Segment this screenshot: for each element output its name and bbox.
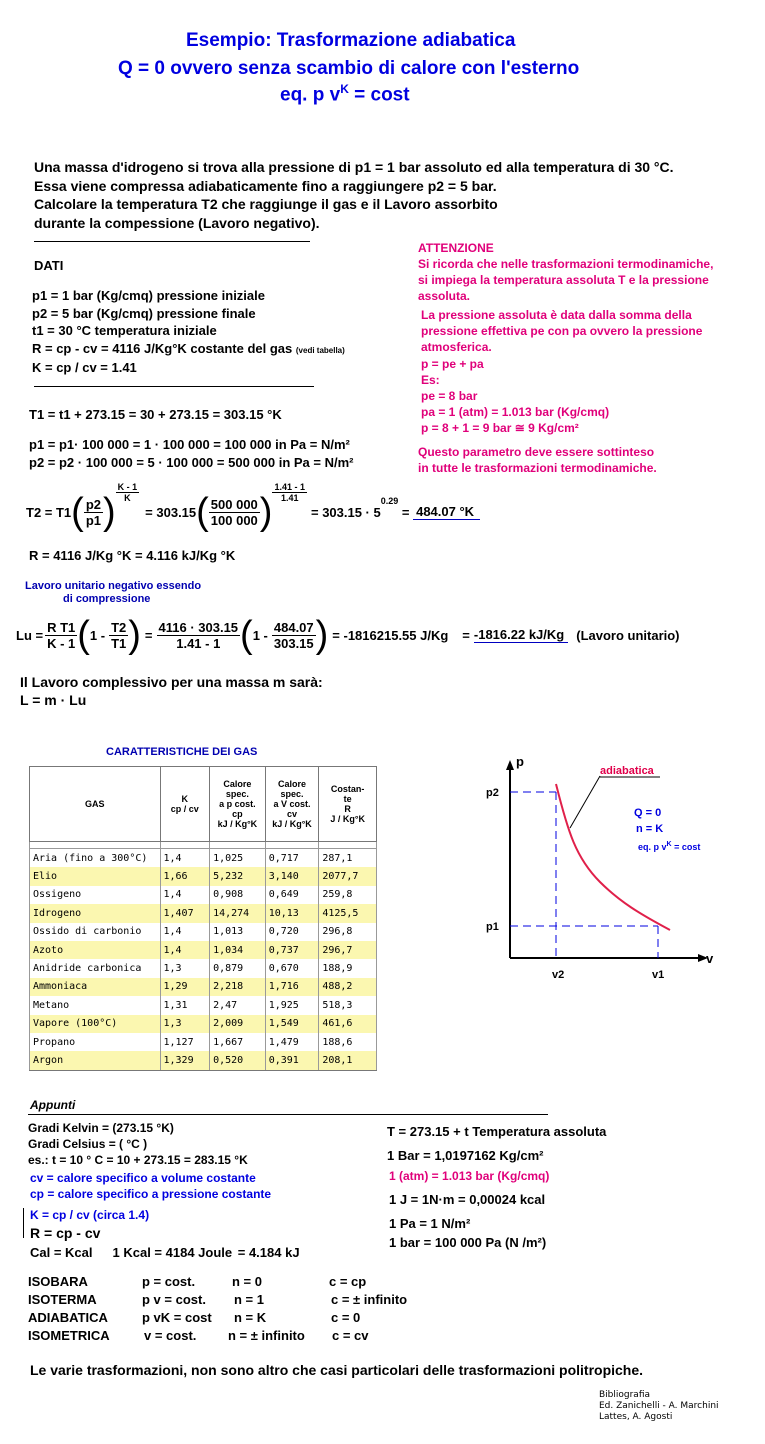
table-row — [30, 923, 377, 941]
process-name: ADIABATICA — [28, 1310, 108, 1325]
conclusion: Le varie trasformazioni, non sono altro che casi particolari delle trasformazioni politropiche. — [30, 1362, 644, 1378]
gas-name-cell: Vapore (100°C) — [30, 1015, 161, 1033]
gas-name-cell: Ossido di carbonio — [30, 923, 161, 941]
r-def: R = cp - cv — [30, 1225, 101, 1241]
col-header-gas — [30, 767, 161, 842]
paren-close: ) — [128, 614, 141, 656]
process-row — [28, 1273, 407, 1291]
fraction-pressures — [209, 497, 260, 528]
formula-t2 — [26, 482, 480, 542]
exponent-value — [272, 482, 307, 503]
header-label: Calore spec. a p cost. cp kJ / Kg°K — [217, 779, 258, 829]
attention-line: si impiega la temperatura assoluta T e la pressione — [418, 273, 709, 287]
table-title: CARATTERISTICHE DEI GAS — [106, 746, 258, 758]
frac-num: R T1 — [47, 619, 76, 635]
gas-value-cell: 2077,7 — [319, 867, 377, 885]
attention-line: Si ricorda che nelle trasformazioni termodinamiche, — [418, 257, 714, 271]
process-n: n = ± infinito — [228, 1328, 305, 1343]
problem-line: Una massa d'idrogeno si trova alla pressione di p1 = 1 bar assoluto ed alla temperatura di 30 °C. — [34, 159, 674, 175]
gas-value-cell: 1,479 — [265, 1033, 319, 1051]
gas-value-cell: 1,3 — [160, 959, 210, 977]
t2-eq2: = 303.15 · 5 — [310, 504, 381, 520]
bib-line: Ed. Zanichelli - A. Marchini — [599, 1401, 719, 1411]
frac-den: 100 000 — [210, 512, 258, 528]
gas-value-cell: 1,407 — [160, 904, 210, 922]
gas-value-cell: 461,6 — [319, 1015, 377, 1033]
header-label: GAS — [84, 799, 105, 809]
paren-close: ) — [315, 614, 329, 656]
pa-line: La pressione assoluta è data dalla somma della — [421, 308, 692, 322]
gas-value-cell: 0,720 — [265, 923, 319, 941]
pa-line: atmosferica. — [421, 340, 492, 355]
gas-value-cell: 188,6 — [319, 1033, 377, 1051]
calc-p1: p1 = p1· 100 000 = 1 · 100 000 = 100 000 in Pa = N/m² — [29, 437, 350, 452]
k-def: K = cp / cv (circa 1.4) — [30, 1208, 150, 1222]
cal-mid: 1 Kcal = 4184 Joule — [112, 1245, 233, 1260]
table-row — [30, 1015, 377, 1033]
gas-value-cell: 1,4 — [160, 941, 210, 959]
lu-eq2: = -1816215.55 J/Kg — [332, 627, 449, 643]
process-name: ISOTERMA — [28, 1292, 97, 1307]
attention-box — [418, 240, 713, 304]
frac-num: T2 — [111, 619, 127, 635]
dati-line: p2 = 5 bar (Kg/cmq) pressione finale — [32, 305, 256, 321]
gas-value-cell: 0,737 — [265, 941, 319, 959]
gas-value-cell: 1,013 — [210, 923, 266, 941]
table-row — [30, 996, 377, 1014]
attention-line: assoluta. — [418, 289, 471, 303]
col-header-r — [319, 767, 377, 842]
dati-note: (vedi tabella) — [295, 345, 345, 355]
gas-value-cell: 14,274 — [210, 904, 266, 922]
exp-num: K - 1 — [117, 482, 138, 492]
appunti-c — [30, 1170, 271, 1202]
joule-def: 1 J = 1N·m = 0,00024 kcal — [389, 1192, 546, 1207]
attention-heading: ATTENZIONE — [418, 241, 494, 255]
v2-label: v2 — [552, 969, 565, 981]
lavoro-total — [20, 673, 323, 709]
bracket — [23, 1208, 24, 1238]
gas-name-cell: Propano — [30, 1033, 161, 1051]
gas-value-cell: 1,31 — [160, 996, 210, 1014]
gas-value-cell: 1,925 — [265, 996, 319, 1014]
pa-line: p = pe + pa — [421, 356, 484, 371]
bar-pa-def: 1 bar = 100 000 Pa (N /m²) — [389, 1235, 547, 1250]
cal-line — [30, 1245, 300, 1260]
exp-num: 1.41 - 1 — [274, 482, 305, 492]
frac-num: 4116 · 303.15 — [158, 619, 239, 635]
eq-suffix: = cost — [348, 84, 410, 106]
process-n: n = 0 — [232, 1274, 262, 1289]
gas-value-cell: 1,4 — [160, 849, 210, 868]
gas-value-cell: 1,66 — [160, 867, 210, 885]
divider — [34, 241, 310, 242]
exp-den: 1.41 — [280, 493, 299, 503]
table-row — [30, 1051, 377, 1070]
fraction-values — [157, 620, 241, 651]
paren-close: ) — [103, 491, 116, 533]
header-label: Costan- te R J / Kg°K — [330, 784, 365, 824]
bibliography — [599, 1390, 719, 1423]
bib-line: Bibliografia — [599, 1390, 651, 1400]
pa-line: pe = 8 bar — [421, 389, 478, 404]
p-axis-label: p — [516, 754, 524, 769]
frac-num: 484.07 — [273, 619, 314, 635]
v-axis-label: v — [706, 951, 714, 966]
formula-lu — [16, 607, 680, 663]
process-row — [28, 1309, 407, 1327]
legend-eq-prefix: eq. p v — [638, 842, 667, 852]
dati-r: R = cp - cv = 4116 J/Kg°K costante del gas — [32, 340, 293, 356]
gas-value-cell: 0,391 — [265, 1051, 319, 1070]
exp-den: K — [124, 493, 131, 503]
gas-value-cell: 0,520 — [210, 1051, 266, 1070]
p2-label: p2 — [486, 787, 499, 799]
process-c: c = cp — [329, 1274, 367, 1289]
v1-label: v1 — [652, 969, 665, 981]
process-row — [28, 1291, 407, 1309]
lu-eq3: = — [462, 627, 470, 643]
process-c: c = ± infinito — [331, 1292, 408, 1307]
gas-value-cell: 5,232 — [210, 867, 266, 885]
appunti-line: Gradi Kelvin = (273.15 °K) — [28, 1121, 174, 1135]
gas-name-cell: Ammoniaca — [30, 978, 161, 996]
lu-one2: 1 - — [252, 627, 268, 643]
process-n: n = K — [234, 1310, 267, 1325]
pa-line: Es: — [421, 372, 440, 387]
eq-prefix: eq. p v — [280, 84, 341, 106]
lavoro-note-line: Lavoro unitario negativo essendo — [25, 580, 202, 592]
dati-heading: DATI — [34, 258, 64, 273]
atm-def: 1 (atm) = 1.013 bar (Kg/cmq) — [389, 1169, 550, 1183]
adiabatic-curve — [556, 784, 670, 930]
table-row — [30, 959, 377, 977]
divider — [28, 1114, 548, 1115]
paren-open: ( — [196, 491, 209, 533]
gas-name-cell: Ossigeno — [30, 886, 161, 904]
table-row — [30, 867, 377, 885]
gas-value-cell: 1,4 — [160, 923, 210, 941]
dati-line: p1 = 1 bar (Kg/cmq) pressione iniziale — [32, 288, 265, 303]
bib-line: Lattes, A. Agosti — [599, 1412, 673, 1422]
exponent-k — [116, 482, 140, 503]
page-subtitle: Q = 0 ovvero senza scambio di calore con l'esterno — [118, 58, 580, 79]
gas-value-cell: 4125,5 — [319, 904, 377, 922]
cal-end: = 4.184 kJ — [237, 1245, 300, 1260]
frac-num: p2 — [85, 496, 101, 512]
pa-line: pa = 1 (atm) = 1.013 bar (Kg/cmq) — [421, 405, 610, 420]
paren-open: ( — [71, 491, 84, 533]
legend-eq — [638, 841, 700, 852]
curve-label: adiabatica — [600, 765, 654, 777]
lu-one: 1 - — [89, 627, 106, 643]
cal-prefix: Cal = Kcal — [30, 1245, 93, 1260]
t2-eq3: = — [398, 504, 414, 520]
process-law: p vK = cost — [142, 1310, 212, 1325]
gas-value-cell: 2,47 — [210, 996, 266, 1014]
bar-def: 1 Bar = 1,0197162 Kg/cm² — [387, 1148, 544, 1163]
gas-value-cell: 1,329 — [160, 1051, 210, 1070]
gas-value-cell: 208,1 — [319, 1051, 377, 1070]
process-c: c = cv — [332, 1328, 369, 1343]
table-row — [30, 978, 377, 996]
gas-value-cell: 296,8 — [319, 923, 377, 941]
gas-name-cell: Argon — [30, 1051, 161, 1070]
paren-open: ( — [77, 614, 90, 656]
dati-line: K = cp / cv = 1.41 — [32, 360, 137, 375]
lu-lhs: Lu = — [16, 627, 44, 643]
p-axis-arrow — [506, 760, 514, 770]
total-line: L = m · Lu — [20, 692, 87, 708]
t2-eq1: = 303.15 — [145, 504, 197, 520]
problem-line: durante la compessione (Lavoro negativo). — [34, 214, 320, 231]
divider — [34, 386, 314, 387]
process-row — [28, 1327, 407, 1345]
gas-value-cell: 296,7 — [319, 941, 377, 959]
process-law: v = cost. — [144, 1328, 197, 1343]
gas-name-cell: Metano — [30, 996, 161, 1014]
fraction-temps — [272, 620, 316, 651]
gas-value-cell: 10,13 — [265, 904, 319, 922]
gas-value-cell: 518,3 — [319, 996, 377, 1014]
lavoro-note — [25, 580, 201, 606]
gas-name-cell: Idrogeno — [30, 904, 161, 922]
legend-eq-suffix: = cost — [671, 842, 701, 852]
gas-value-cell: 488,2 — [319, 978, 377, 996]
gas-name-cell: Azoto — [30, 941, 161, 959]
fraction-p2-p1 — [84, 497, 103, 528]
frac-den: 303.15 — [273, 635, 314, 651]
pa-line: pressione effettiva pe con pa ovvero la pressione — [421, 324, 703, 339]
curve-pointer — [570, 776, 600, 828]
process-n: n = 1 — [234, 1292, 264, 1307]
col-header-cp — [210, 767, 266, 842]
pressure-explanation — [421, 307, 702, 437]
dati-line: t1 = 30 °C temperatura iniziale — [32, 323, 217, 338]
dati-list — [32, 287, 345, 377]
header-label: K cp / cv — [170, 794, 199, 814]
frac-den: p1 — [85, 512, 101, 528]
gas-value-cell: 3,140 — [265, 867, 319, 885]
footer-line: in tutte le trasformazioni termodinamiche. — [418, 461, 657, 475]
process-law: p = cost. — [142, 1274, 196, 1289]
lu-result: -1816.22 kJ/Kg — [474, 627, 568, 643]
gas-value-cell: 0,908 — [210, 886, 266, 904]
gas-value-cell: 259,8 — [319, 886, 377, 904]
frac-den: T1 — [111, 635, 127, 651]
cv-def: cv = calore specifico a volume costante — [30, 1171, 256, 1185]
gas-value-cell: 1,716 — [265, 978, 319, 996]
t2-lhs: T2 = T1 — [26, 504, 72, 520]
gas-value-cell: 1,29 — [160, 978, 210, 996]
paren-close: ) — [259, 491, 273, 533]
gas-value-cell: 0,670 — [265, 959, 319, 977]
gas-value-cell: 1,4 — [160, 886, 210, 904]
table-row — [30, 904, 377, 922]
gas-value-cell: 1,025 — [210, 849, 266, 868]
total-line: Il Lavoro complessivo per una massa m sarà: — [20, 674, 323, 690]
eq-sup: K — [340, 82, 349, 96]
problem-line: Calcolare la temperatura T2 che raggiunge il gas e il Lavoro assorbito — [34, 196, 498, 212]
fraction-t2-t1 — [109, 620, 128, 651]
gas-value-cell: 1,3 — [160, 1015, 210, 1033]
page-title: Esempio: Trasformazione adiabatica — [186, 30, 516, 51]
paren-open: ( — [240, 614, 253, 656]
pascal-def: 1 Pa = 1 N/m² — [389, 1216, 471, 1231]
process-table — [28, 1273, 407, 1345]
lu-eq: = — [144, 627, 153, 643]
process-name: ISOMETRICA — [28, 1328, 110, 1343]
frac-den: 1.41 - 1 — [176, 635, 221, 651]
legend-eq-sup: K — [666, 841, 672, 848]
cp-def: cp = calore specifico a pressione costante — [30, 1187, 272, 1201]
table-row — [30, 849, 377, 868]
gas-name-cell: Anidride carbonica — [30, 959, 161, 977]
gas-table — [29, 766, 377, 1071]
lavoro-note-line: di compressione — [63, 593, 151, 605]
problem-line: Essa viene compressa adiabaticamente fino a raggiungere p2 = 5 bar. — [34, 177, 497, 194]
page-equation — [280, 82, 410, 106]
gas-value-cell: 1,549 — [265, 1015, 319, 1033]
frac-den: K - 1 — [47, 635, 76, 651]
gas-name-cell: Aria (fino a 300°C) — [30, 849, 161, 868]
gas-value-cell: 2,218 — [210, 978, 266, 996]
calc-p2: p2 = p2 · 100 000 = 5 · 100 000 = 500 000 in Pa = N/m² — [29, 455, 354, 470]
table-row — [30, 886, 377, 904]
pv-diagram — [480, 750, 740, 990]
p1-label: p1 — [486, 921, 499, 933]
table-row — [30, 1033, 377, 1051]
footer-line: Questo parametro deve essere sottinteso — [418, 445, 655, 459]
problem-text — [34, 158, 674, 232]
gas-value-cell: 2,009 — [210, 1015, 266, 1033]
gas-value-cell: 188,9 — [319, 959, 377, 977]
attention-footer — [418, 444, 657, 476]
legend-q: Q = 0 — [634, 807, 662, 819]
frac-num: 500 000 — [210, 496, 258, 512]
gas-value-cell: 287,1 — [319, 849, 377, 868]
calc-r: R = 4116 J/Kg °K = 4.116 kJ/Kg °K — [29, 548, 236, 563]
legend-n: n = K — [636, 823, 664, 835]
appunti-line: Gradi Celsius = ( °C ) — [28, 1137, 148, 1151]
process-name: ISOBARA — [28, 1274, 88, 1289]
header-label: Calore spec. a V cost. cv kJ / Kg°K — [272, 779, 312, 829]
table-row — [30, 941, 377, 959]
fraction-rt1 — [45, 620, 77, 651]
gas-value-cell: 1,034 — [210, 941, 266, 959]
calc-t1: T1 = t1 + 273.15 = 30 + 273.15 = 303.15 °K — [29, 407, 282, 422]
col-header-k — [160, 767, 210, 842]
gas-value-cell: 0,649 — [265, 886, 319, 904]
appunti-heading: Appunti — [30, 1098, 76, 1112]
appunti-left — [28, 1120, 248, 1168]
lu-suffix: (Lavoro unitario) — [576, 627, 680, 643]
gas-value-cell: 1,127 — [160, 1033, 210, 1051]
gas-name-cell: Elio — [30, 867, 161, 885]
gas-value-cell: 1,667 — [210, 1033, 266, 1051]
col-header-cv — [265, 767, 319, 842]
t2-exp: 0.29 — [380, 496, 399, 506]
gas-value-cell: 0,717 — [265, 849, 319, 868]
dati-line — [32, 340, 345, 360]
gas-value-cell: 0,879 — [210, 959, 266, 977]
abs-temp: T = 273.15 + t Temperatura assoluta — [387, 1124, 607, 1139]
appunti-line: es.: t = 10 ° C = 10 + 273.15 = 283.15 °K — [28, 1153, 248, 1167]
process-c: c = 0 — [331, 1310, 361, 1325]
pa-line: p = 8 + 1 = 9 bar ≅ 9 Kg/cm² — [421, 421, 579, 436]
t2-result: 484.07 °K — [413, 504, 480, 520]
process-law: p v = cost. — [142, 1292, 206, 1307]
